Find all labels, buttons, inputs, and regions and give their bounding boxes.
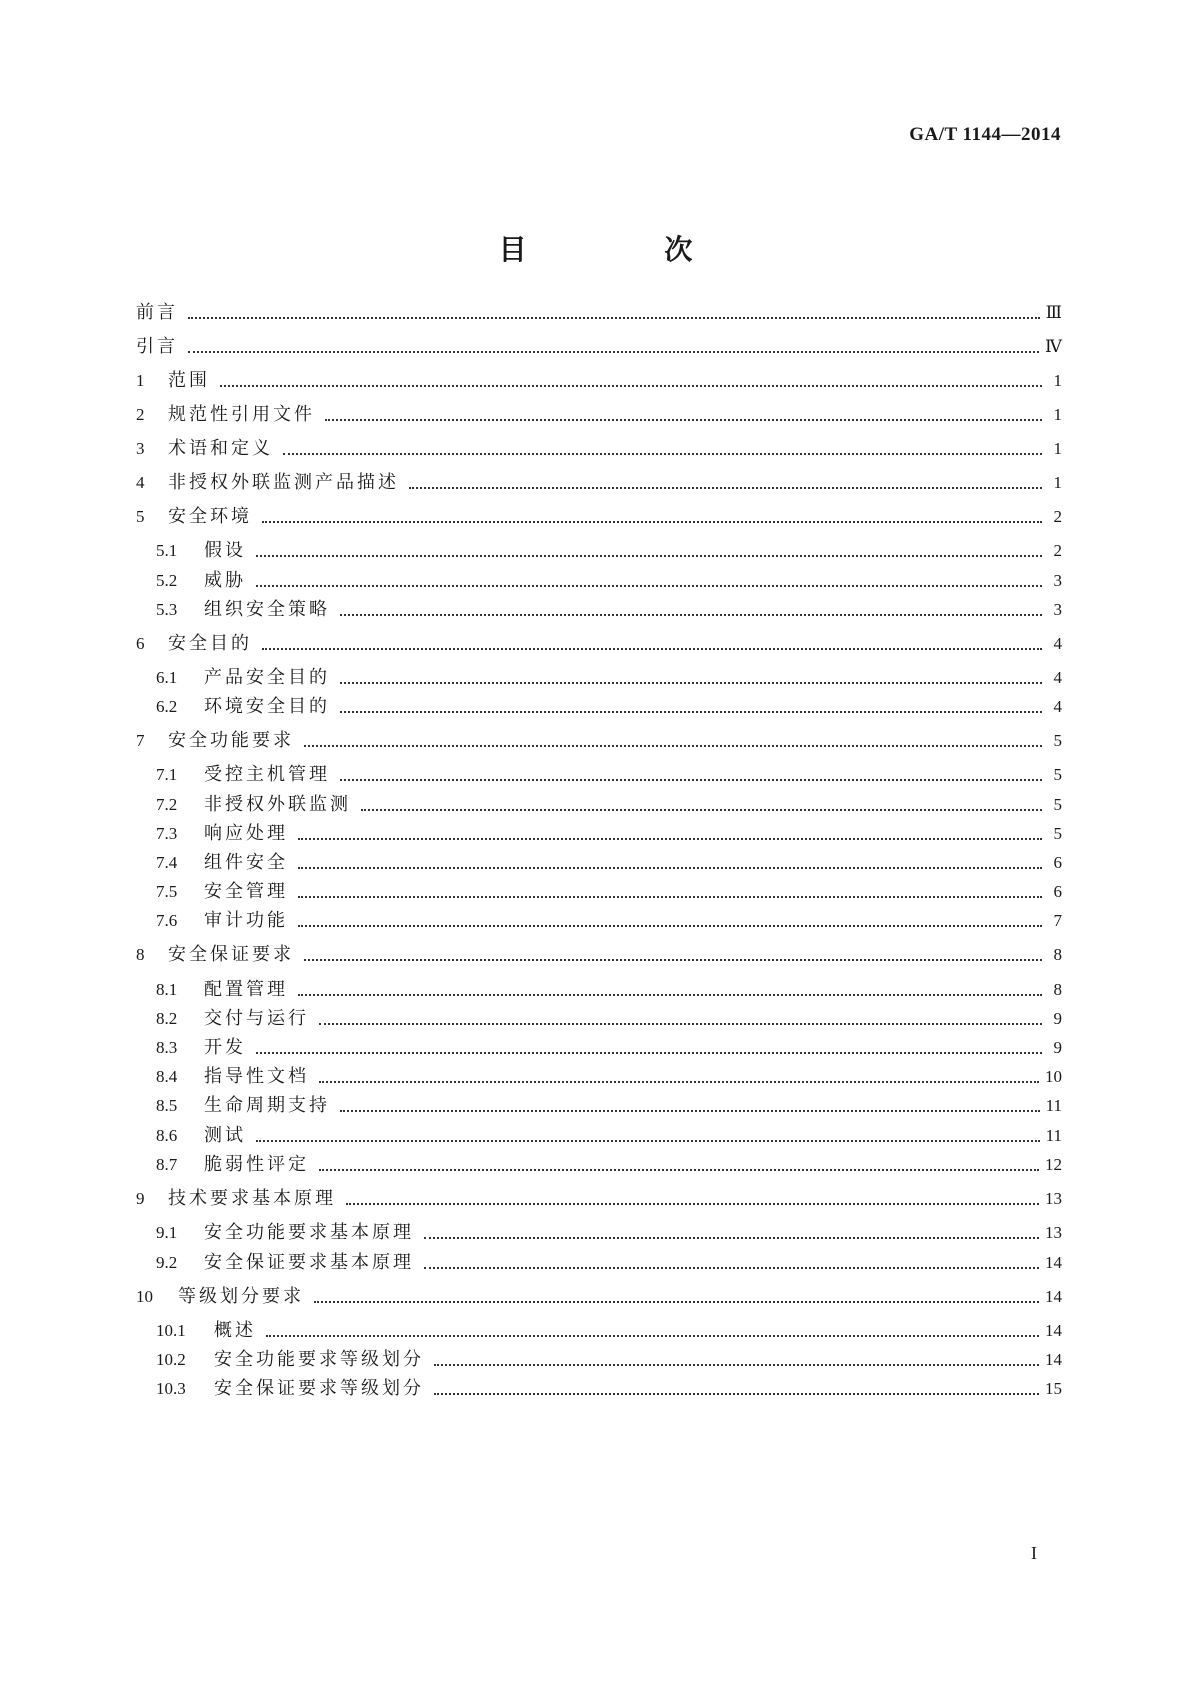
toc-entry-page: 5 xyxy=(1053,765,1062,784)
toc-entry-number: 8.2 xyxy=(156,1009,178,1028)
toc-entry-number: 3 xyxy=(136,439,145,458)
toc-entry-page: 1 xyxy=(1053,439,1062,458)
toc-entry-label: 生命周期支持 xyxy=(204,1095,330,1116)
toc-entry-label: 安全功能要求等级划分 xyxy=(214,1349,424,1370)
toc-entry-page: 14 xyxy=(1045,1350,1062,1369)
toc-entry-label: 交付与运行 xyxy=(204,1008,309,1029)
toc-entry-page: 4 xyxy=(1053,668,1062,687)
toc-entry-page: 1 xyxy=(1053,473,1062,492)
toc-entry-page: 11 xyxy=(1045,1096,1062,1115)
toc-dot-leader xyxy=(298,896,1042,898)
toc-entry-number: 8.4 xyxy=(156,1067,178,1086)
toc-dot-leader xyxy=(304,959,1042,961)
toc-dot-leader xyxy=(434,1393,1039,1395)
toc-entry-label: 等级划分要求 xyxy=(178,1286,304,1307)
toc-entry[interactable] xyxy=(136,1347,1062,1371)
toc-entry[interactable] xyxy=(136,368,1062,392)
toc-entry-page: 4 xyxy=(1053,634,1062,653)
toc-entry-number: 8.6 xyxy=(156,1126,178,1145)
toc-dot-leader xyxy=(340,1110,1040,1112)
toc-entry[interactable] xyxy=(136,821,1062,845)
toc-entry[interactable] xyxy=(136,300,1062,324)
toc-entry-number: 8.7 xyxy=(156,1155,178,1174)
toc-entry-page: 14 xyxy=(1045,1321,1062,1340)
toc-entry-number: 2 xyxy=(136,405,145,424)
toc-entry[interactable] xyxy=(136,334,1062,358)
toc-dot-leader xyxy=(298,838,1042,840)
toc-entry-label: 非授权外联监测产品描述 xyxy=(168,472,399,493)
toc-entry[interactable] xyxy=(136,942,1062,966)
toc-entry-label: 安全功能要求基本原理 xyxy=(204,1222,414,1243)
toc-entry-number: 8.5 xyxy=(156,1096,178,1115)
toc-entry-label: 审计功能 xyxy=(204,910,288,931)
toc-entry-page: 6 xyxy=(1053,853,1062,872)
toc-entry-page: 2 xyxy=(1053,507,1062,526)
toc-dot-leader xyxy=(188,317,1040,319)
toc-entry-label: 安全保证要求基本原理 xyxy=(204,1252,414,1273)
toc-entry[interactable] xyxy=(136,1006,1062,1030)
toc-entry-number: 9.2 xyxy=(156,1253,178,1272)
toc-entry-label: 技术要求基本原理 xyxy=(168,1188,336,1209)
toc-dot-leader xyxy=(319,1023,1042,1025)
toc-entry[interactable] xyxy=(136,665,1062,689)
toc-entry-number: 10.2 xyxy=(156,1350,186,1369)
toc-entry-label: 规范性引用文件 xyxy=(168,404,315,425)
toc-entry-number: 9 xyxy=(136,1189,145,1208)
toc-entry[interactable] xyxy=(136,792,1062,816)
toc-entry-label: 前言 xyxy=(136,302,178,323)
toc-entry[interactable] xyxy=(136,1123,1062,1147)
toc-dot-leader xyxy=(304,745,1042,747)
toc-dot-leader xyxy=(434,1364,1039,1366)
toc-entry-label: 安全目的 xyxy=(168,633,252,654)
toc-dot-leader xyxy=(346,1203,1039,1205)
toc-dot-leader xyxy=(424,1237,1039,1239)
toc-entry-number: 5.3 xyxy=(156,600,178,619)
toc-dot-leader xyxy=(262,648,1042,650)
toc-entry-label: 响应处理 xyxy=(204,823,288,844)
toc-entry-label: 组件安全 xyxy=(204,852,288,873)
toc-entry-number: 7.2 xyxy=(156,795,178,814)
toc-entry-label: 指导性文档 xyxy=(204,1066,309,1087)
toc-dot-leader xyxy=(298,925,1042,927)
toc-entry-label: 安全保证要求 xyxy=(168,944,294,965)
toc-entry-label: 组织安全策略 xyxy=(204,599,330,620)
toc-dot-leader xyxy=(424,1267,1039,1269)
toc-entry-page: 1 xyxy=(1053,371,1062,390)
toc-dot-leader xyxy=(220,385,1042,387)
toc-entry-page: 1 xyxy=(1053,405,1062,424)
toc-entry-label: 脆弱性评定 xyxy=(204,1154,309,1175)
toc-entry-number: 10.1 xyxy=(156,1321,186,1340)
toc-entry[interactable] xyxy=(136,879,1062,903)
toc-entry-number: 6 xyxy=(136,634,145,653)
toc-entry-label: 开发 xyxy=(204,1037,246,1058)
toc-entry[interactable] xyxy=(136,538,1062,562)
toc-entry-number: 10.3 xyxy=(156,1379,186,1398)
toc-entry[interactable] xyxy=(136,568,1062,592)
toc-entry[interactable] xyxy=(136,470,1062,494)
toc-entry-number: 7.3 xyxy=(156,824,178,843)
toc-entry-number: 8 xyxy=(136,945,145,964)
toc-dot-leader xyxy=(314,1301,1039,1303)
toc-entry-page: 5 xyxy=(1053,731,1062,750)
toc-dot-leader xyxy=(256,1052,1042,1054)
toc-entry-page: 9 xyxy=(1053,1038,1062,1057)
toc-entry-page: 3 xyxy=(1053,571,1062,590)
toc-entry-label: 威胁 xyxy=(204,570,246,591)
page-number: I xyxy=(1031,1543,1037,1563)
toc-entry-number: 7 xyxy=(136,731,145,750)
toc-entry[interactable] xyxy=(136,1250,1062,1274)
toc-entry-label: 安全保证要求等级划分 xyxy=(214,1378,424,1399)
toc-entry-page: Ⅲ xyxy=(1045,303,1062,322)
toc-entry[interactable] xyxy=(136,1035,1062,1059)
toc-entry[interactable] xyxy=(136,436,1062,460)
toc-entry-label: 安全功能要求 xyxy=(168,730,294,751)
toc-dot-leader xyxy=(325,419,1042,421)
toc-entry-label: 范围 xyxy=(168,370,210,391)
toc-entry-label: 安全管理 xyxy=(204,881,288,902)
toc-entry-label: 假设 xyxy=(204,540,246,561)
toc-entry[interactable] xyxy=(136,977,1062,1001)
toc-entry[interactable] xyxy=(136,504,1062,528)
toc-entry-page: 4 xyxy=(1053,697,1062,716)
toc-entry-number: 5 xyxy=(136,507,145,526)
toc-entry-label: 概述 xyxy=(214,1320,256,1341)
toc-dot-leader xyxy=(298,867,1042,869)
toc-entry-label: 非授权外联监测 xyxy=(204,794,351,815)
toc-entry[interactable] xyxy=(136,908,1062,932)
toc-entry-page: 2 xyxy=(1053,541,1062,560)
toc-entry-number: 7.1 xyxy=(156,765,178,784)
document-code: GA/T 1144—2014 xyxy=(909,124,1061,145)
toc-entry-page: Ⅳ xyxy=(1045,337,1062,356)
toc-entry[interactable] xyxy=(136,1220,1062,1244)
toc-dot-leader xyxy=(319,1169,1039,1171)
toc-entry-label: 术语和定义 xyxy=(168,438,273,459)
toc-entry-page: 7 xyxy=(1053,911,1062,930)
toc-entry[interactable] xyxy=(136,1093,1062,1117)
toc-entry-number: 5.1 xyxy=(156,541,178,560)
toc-entry-page: 11 xyxy=(1045,1126,1062,1145)
toc-dot-leader xyxy=(409,487,1042,489)
toc-entry-number: 8.3 xyxy=(156,1038,178,1057)
toc-dot-leader xyxy=(283,453,1042,455)
toc-entry-number: 10 xyxy=(136,1287,153,1306)
toc-entry-label: 安全环境 xyxy=(168,506,252,527)
toc-entry-page: 12 xyxy=(1045,1155,1062,1174)
toc-dot-leader xyxy=(256,1140,1040,1142)
toc-entry-number: 6.2 xyxy=(156,697,178,716)
toc-entry-number: 1 xyxy=(136,371,145,390)
toc-entry[interactable] xyxy=(136,850,1062,874)
toc-entry[interactable] xyxy=(136,1152,1062,1176)
toc-dot-leader xyxy=(266,1335,1039,1337)
toc-dot-leader xyxy=(256,585,1042,587)
toc-entry[interactable] xyxy=(136,728,1062,752)
toc-entry-label: 产品安全目的 xyxy=(204,667,330,688)
toc-entry-page: 5 xyxy=(1053,824,1062,843)
toc-dot-leader xyxy=(319,1081,1039,1083)
toc-entry-page: 8 xyxy=(1053,980,1062,999)
toc-entry-page: 13 xyxy=(1045,1189,1062,1208)
toc-entry[interactable] xyxy=(136,597,1062,621)
toc-dot-leader xyxy=(361,809,1042,811)
toc-entry-label: 受控主机管理 xyxy=(204,764,330,785)
toc-entry-number: 7.5 xyxy=(156,882,178,901)
toc-dot-leader xyxy=(188,351,1039,353)
toc-entry[interactable] xyxy=(136,1064,1062,1088)
toc-entry-number: 9.1 xyxy=(156,1223,178,1242)
toc-entry-page: 14 xyxy=(1045,1287,1062,1306)
toc-entry-page: 9 xyxy=(1053,1009,1062,1028)
toc-entry-page: 10 xyxy=(1045,1067,1062,1086)
toc-entry[interactable] xyxy=(136,1284,1062,1308)
toc-entry-page: 5 xyxy=(1053,795,1062,814)
toc-dot-leader xyxy=(256,555,1042,557)
toc-entry-number: 8.1 xyxy=(156,980,178,999)
toc-entry-page: 14 xyxy=(1045,1253,1062,1272)
toc-entry-page: 13 xyxy=(1045,1223,1062,1242)
toc-entry-label: 环境安全目的 xyxy=(204,696,330,717)
toc-entry[interactable] xyxy=(136,762,1062,786)
toc-dot-leader xyxy=(262,521,1042,523)
toc-entry[interactable] xyxy=(136,694,1062,718)
toc-entry-page: 3 xyxy=(1053,600,1062,619)
toc-entry[interactable] xyxy=(136,402,1062,426)
toc-entry-label: 配置管理 xyxy=(204,979,288,1000)
toc-entry[interactable] xyxy=(136,1376,1062,1400)
toc-entry-number: 4 xyxy=(136,473,145,492)
toc-dot-leader xyxy=(340,779,1042,781)
toc-entry-page: 8 xyxy=(1053,945,1062,964)
toc-dot-leader xyxy=(340,711,1042,713)
toc-dot-leader xyxy=(298,994,1042,996)
toc-dot-leader xyxy=(340,614,1042,616)
toc-entry-number: 5.2 xyxy=(156,571,178,590)
toc-entry-number: 6.1 xyxy=(156,668,178,687)
toc-entry[interactable] xyxy=(136,1186,1062,1210)
toc-entry-number: 7.4 xyxy=(156,853,178,872)
page-title: 目 次 xyxy=(498,233,757,266)
toc-entry-page: 6 xyxy=(1053,882,1062,901)
toc-entry[interactable] xyxy=(136,1318,1062,1342)
toc-dot-leader xyxy=(340,682,1042,684)
toc-entry-page: 15 xyxy=(1045,1379,1062,1398)
toc-entry-label: 测试 xyxy=(204,1125,246,1146)
toc-entry-label: 引言 xyxy=(136,336,178,357)
toc-entry-number: 7.6 xyxy=(156,911,178,930)
toc-entry[interactable] xyxy=(136,631,1062,655)
